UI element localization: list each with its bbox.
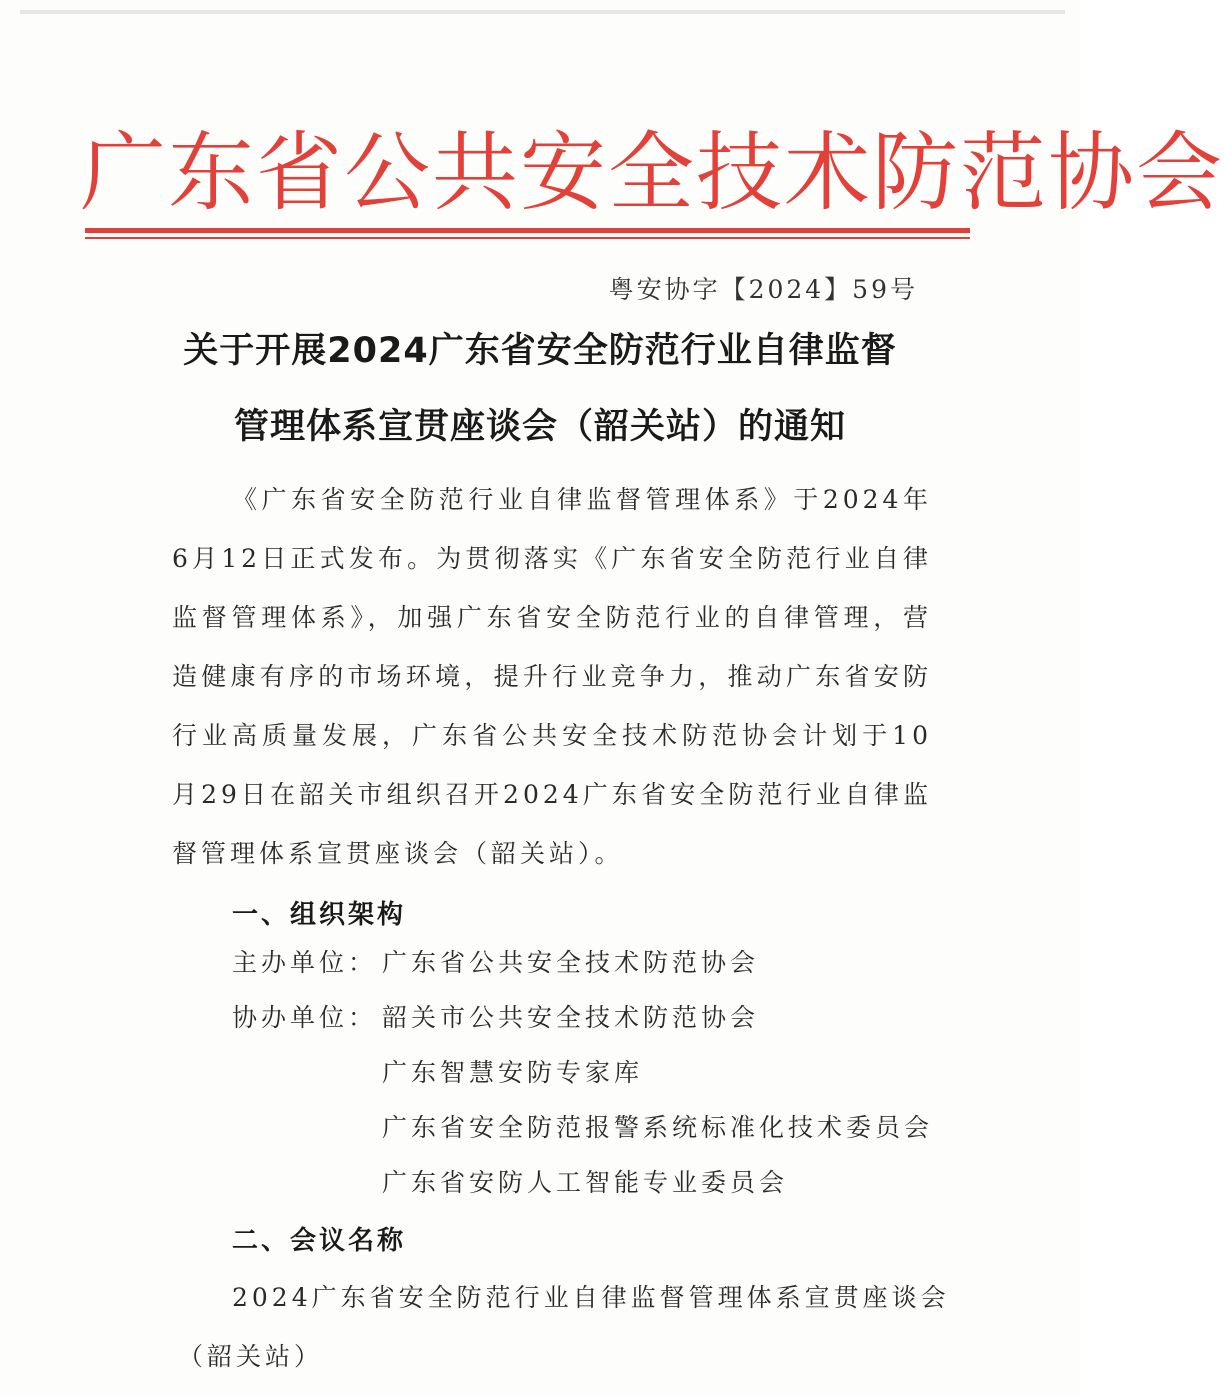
co-organizer-item: 韶关市公共安全技术防范协会 (382, 1003, 760, 1032)
co-organizer-item: 广东省安全防范报警系统标准化技术委员会 (382, 1113, 934, 1142)
host-value: 广东省公共安全技术防范协会 (382, 948, 760, 977)
meeting-name-text: 2024广东省安全防范行业自律监督管理体系宣贯座谈会（韶关站） (178, 1283, 950, 1371)
co-organizer-label: 协办单位： (232, 1003, 378, 1032)
title-line-1: 关于开展2024广东省安全防范行业自律监督 (183, 331, 897, 371)
letterhead-rule-thin (85, 237, 970, 239)
intro-paragraph: 《广东省安全防范行业自律监督管理体系》于2024年6月12日正式发布。为贯彻落实《广东省安全防范行业自律监督管理体系》，加强广东省安全防范行业的自律管理，营造健康有序的市场环境，提升行业竞争力，推动广东省安防行业高质量发展，广东省公共安全技术防范协会计划于10月29日在韶关市组织召开2024广东省安全防范行业自律监督管理体系宣贯座谈会（韶关站）。 (172, 485, 932, 868)
document-number: 粤安协字【2024】59号 (608, 275, 918, 304)
co-organizer-row (0, 1161, 1080, 1205)
section-heading-meeting-name: 二、会议名称 (232, 1226, 407, 1256)
host-label: 主办单位： (232, 948, 378, 977)
co-organizer-row (0, 1051, 1080, 1095)
co-organizer-row (0, 996, 1080, 1040)
scan-edge (20, 10, 1065, 14)
co-organizer-row (0, 1106, 1080, 1150)
section-heading-organization: 一、组织架构 (232, 900, 407, 930)
title-line-2: 管理体系宣贯座谈会（韶关站）的通知 (233, 407, 846, 447)
co-organizer-item: 广东智慧安防专家库 (382, 1058, 644, 1087)
co-organizer-item: 广东省安防人工智能专业委员会 (382, 1168, 789, 1197)
letterhead-rule-thick (85, 228, 970, 233)
letterhead-organization: 广东省公共安全技术防范协会 (80, 123, 1224, 223)
host-row (0, 941, 1080, 985)
